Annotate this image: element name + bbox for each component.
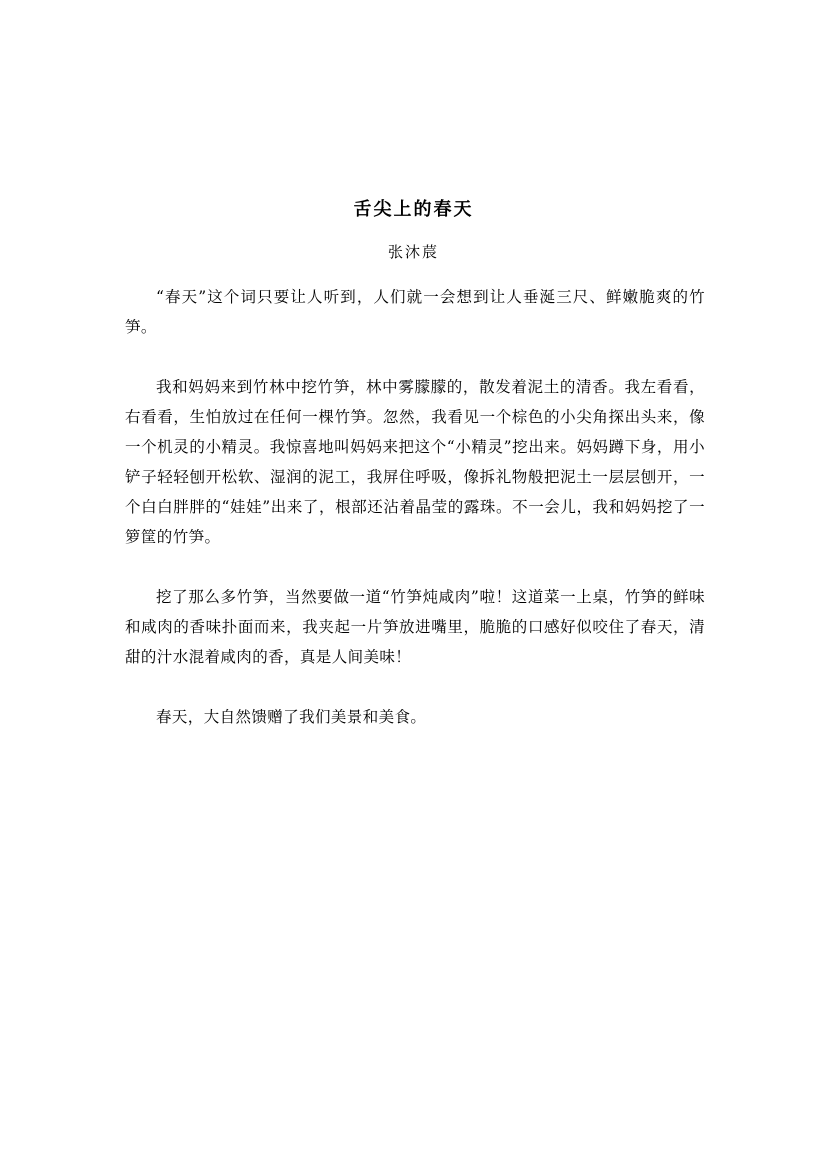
- paragraph-1: “春天”这个词只要让人听到，人们就一会想到让人垂涎三尺、鲜嫩脆爽的竹笋。: [125, 288, 705, 336]
- essay-title: 舌尖上的春天: [353, 199, 474, 220]
- essay-author: 张沐莀: [387, 243, 439, 261]
- paragraph-3: 挖了那么多竹笋，当然要做一道“竹笋炖咸肉”啦！这道菜一上桌，竹笋的鲜味和咸肉的香味扑面而来，我夹起一片笋放进嘴里，脆脆的口感好似咬住了春天，清甜的汁水混着咸肉的香，真是人间美味！: [125, 588, 705, 666]
- essay-body: [125, 282, 705, 732]
- paragraph-4: 春天，大自然馈赠了我们美景和美食。: [156, 708, 427, 726]
- paragraph-2: 我和妈妈来到竹林中挖竹笋，林中雾朦朦的，散发着泥土的清香。我左看看，右看看，生怕放过在任何一棵竹笋。忽然，我看见一个棕色的小尖角探出头来，像一个机灵的小精灵。我惊喜地叫妈妈来把这个“小精灵”挖出来。妈妈蹲下身，用小铲子轻轻刨开松软、湿润的泥工，我屏住呼吸，像拆礼物般把泥土一层层刨开，一个白白胖胖的“娃娃”出来了，根部还沾着晶莹的露珠。不一会儿，我和妈妈挖了一箩筐的竹笋。: [125, 378, 705, 546]
